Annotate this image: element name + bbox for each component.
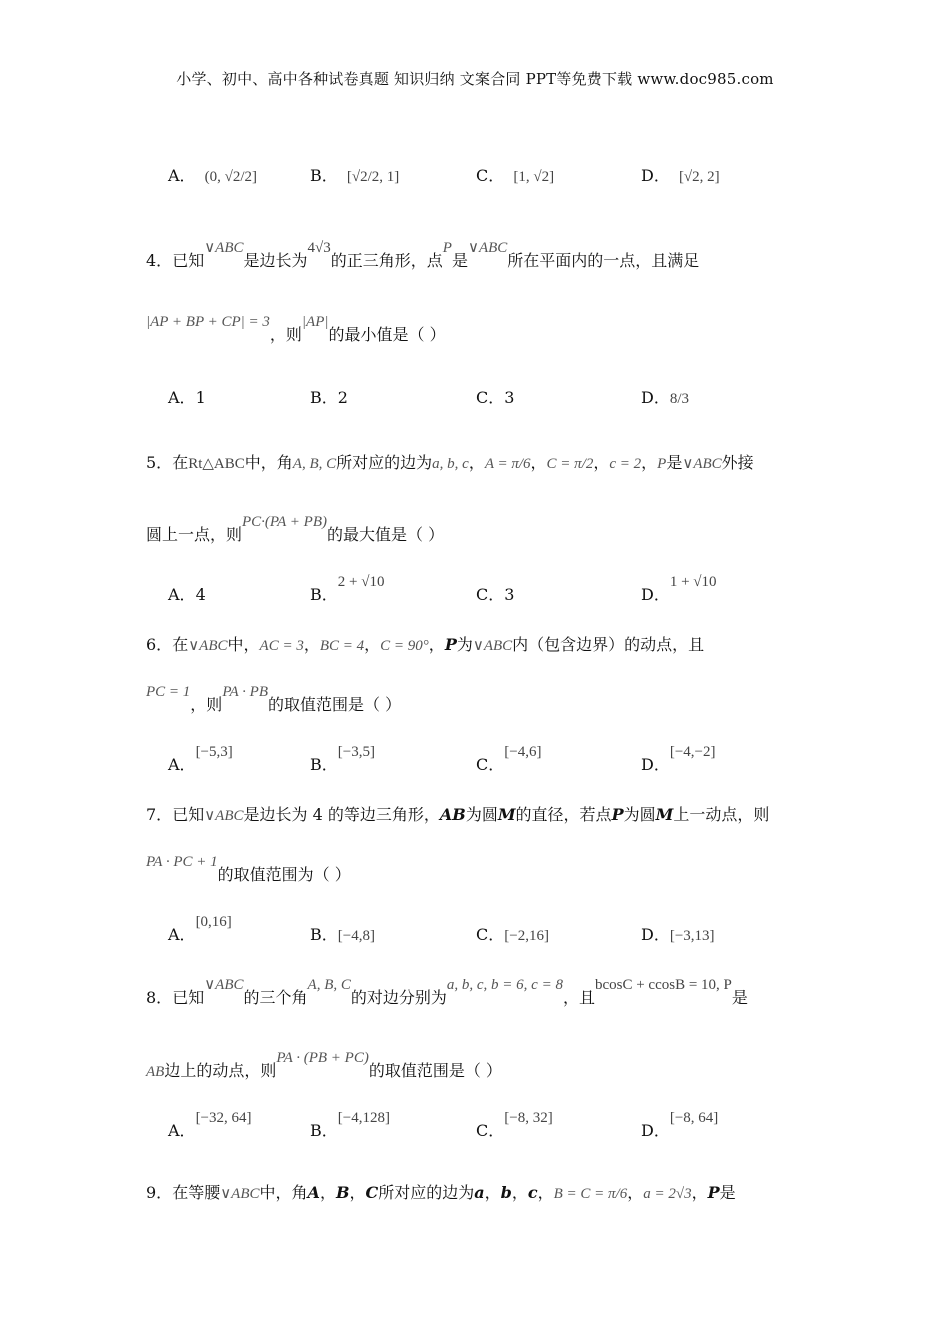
q3-option-a-value: (0, √2/2] [204,169,258,185]
question-6-line-2: PC = 1，则PA · PB的取值范围是（ ） [146,684,402,714]
q3-option-a: A． (0, √2/2] [168,166,258,185]
question-7-line-1: 7．已知∨ABC是边长为 4 的等边三角形，AB为圆M的直径，若点P为圆M上一动点，则 [146,805,770,824]
question-6-line-1: 6．在∨ABC中，AC = 3，BC = 4，C = 90°，P为∨ABC内（包含边界）的动点，且 [146,635,705,654]
q3-option-b-value: [√2/2, 1] [346,169,400,185]
question-5-line-2: 圆上一点，则PC·(PA + PB)的最大值是（ ） [146,514,445,544]
page-header: 小学、初中、高中各种试卷真题 知识归纳 文案合同 PPT等免费下载 www.doc985.com [176,70,774,88]
question-5-line-1: 5．在Rt△ABC中，角A, B, C所对应的边为a, b, c，A = π/6，C = π/2，c = 2，P是∨ABC外接 [146,453,754,472]
q3-option-d: D． [√2, 2] [641,166,720,185]
q3-option-c-value: [1, √2] [513,169,555,185]
q3-option-c: C． [1, √2] [476,166,555,185]
question-4-line-1: 4．已知∨ABC是边长为4√3的正三角形，点P是∨ABC所在平面内的一点，且满足 [146,240,700,270]
question-8-line-1: 8．已知∨ABC的三个角A, B, C的对边分别为a, b, c, b = 6, c = 8，且bcosC + ccosB = 10, P是 [146,977,748,1007]
q3-option-d-value: [√2, 2] [678,169,720,185]
question-4-line-2: |AP + BP + CP| = 3，则|AP|的最小值是（ ） [146,314,446,344]
q3-option-b: B． [√2/2, 1] [310,166,400,185]
question-8-line-2: AB边上的动点，则PA · (PB + PC)的取值范围是（ ） [146,1050,502,1080]
question-7-line-2: PA · PC + 1的取值范围为（ ） [146,854,351,884]
question-9-line-1: 9．在等腰∨ABC中，角A，B，C所对应的边为a，b，c，B = C = π/6，a = 2√3，P是 [146,1183,736,1202]
